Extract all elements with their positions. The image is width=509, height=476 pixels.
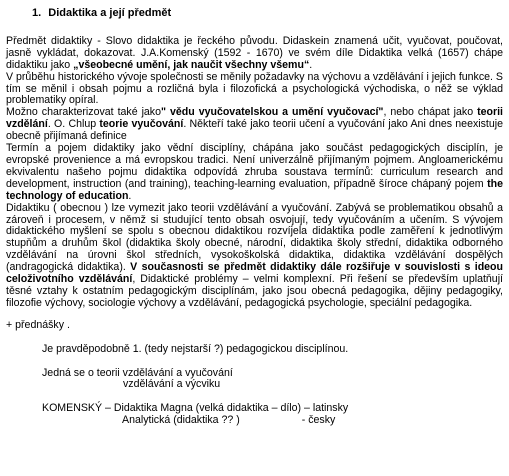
bold-run: V současnosti se předmět didaktiky dále rozšiřuje v souvislosti s ideou celoživotního vzdělávání bbox=[6, 261, 503, 286]
paragraph-didactics-general bbox=[6, 203, 503, 310]
text-run: , nebo chápat jako bbox=[383, 106, 478, 119]
paragraph-term bbox=[6, 143, 503, 203]
section-heading bbox=[28, 8, 503, 20]
lecture-bullet: + přednášky . bbox=[6, 318, 70, 331]
text-run: Možno charakterizovat také jako bbox=[6, 106, 161, 119]
text-run: , Didaktické problémy – velmi komplexní. Při řešení se především uplatňují těsné vztahy k ostatním pedagogickým disciplínám, jako jsou obecná pedagogika, dějiny pedagogiky, filozofie výchovy, sociologie výchovy a vzdělávání, pedagogická psychologie, speciální pedagogika. bbox=[6, 273, 503, 309]
komensky-line2 bbox=[122, 415, 503, 427]
text-run: . bbox=[128, 189, 132, 202]
komensky-czech: - česky bbox=[301, 414, 336, 427]
heading-title: Didaktika a její předmět bbox=[48, 7, 172, 19]
bold-run: the technology of education bbox=[6, 177, 503, 202]
text-run: . Někteří také jako teorii učení a vyučování jako Ani dnes neexistuje obecně přijímaná definice bbox=[6, 118, 503, 143]
paragraph-definition bbox=[6, 36, 503, 72]
note-theory-line1: Jedná se o teorii vzdělávání a vyučování bbox=[42, 366, 233, 379]
text-run: . bbox=[309, 58, 313, 71]
text-run: . O. Chlup bbox=[47, 118, 100, 131]
paragraph-history: V průběhu historického vývoje společnosti se měnily požadavky na výchovu a vzdělávání i jejich funkce. S tím se měnil i obsah pojmu a rozličná byla i filozofická a psychologická východiska, o něž se výklad problematiky opíral. bbox=[6, 70, 503, 107]
note-oldest-discipline: Je pravděpodobně 1. (tedy nejstarší ?) pedagogickou disciplínou. bbox=[42, 342, 349, 355]
text-run: Předmět didaktiky - Slovo didaktika je řeckého původu. Didaskein znamená učit, vyučovat, poučovat, jasně vykládat, dokazovat. J.A.Komenský (1592 - 1670) ve svém díle Didaktika velká (1657) chápe didaktiku jako bbox=[6, 34, 503, 71]
paragraph-characterization bbox=[6, 107, 503, 143]
bold-run: " vědu vyučovatelskou a umění vyučovací" bbox=[161, 106, 384, 119]
komensky-analytic: Analytická (didaktika ?? ) bbox=[122, 414, 240, 427]
bold-run: „všeobecné umění, jak naučit všechny všemu“ bbox=[73, 58, 310, 71]
komensky-line1: KOMENSKÝ – Didaktika Magna (velká didaktika – dílo) – latinsky bbox=[42, 402, 349, 415]
heading-number: 1. bbox=[32, 7, 42, 19]
text-run: Didaktiku ( obecnou ) lze vymezit jako teorii vzdělávání a vyučování. Zabývá se problematikou obsahů a zároveň i procesem, v němž si studující tento obsah osvojují, tedy vyučováním a učením. S vývojem didaktického myšlení se spolu s obecnou didaktikou rozvíjela didaktika podle zaměření k jednotlivým stupňům a druhům škol (didaktika školy obecné, národní, didaktika školy střední, didaktika odborného vzdělávání na úrovni škol středních, vysokoškolská didaktika, didaktika vzdělávání dospělých (andragogická didaktika). bbox=[6, 201, 503, 274]
bold-run: teorii vzdělání bbox=[6, 106, 503, 131]
bold-run: teorie vyučování bbox=[99, 118, 184, 131]
note-theory-line2: vzdělávání a výcviku bbox=[123, 378, 221, 391]
text-run: Termín a pojem didaktiky jako vědní disciplíny, chápána jako součást pedagogických disciplín, je evropské provenience a má evropskou tradici. Není univerzálně přijímaným pojmem. Angloamerickému ekvivalentu našeho pojmu didaktika odpovídá zhruba soustava termínů: curriculum research and development, instruction (and training), teaching-learning evaluation, případně šíroce chápaný pojem bbox=[6, 142, 503, 190]
